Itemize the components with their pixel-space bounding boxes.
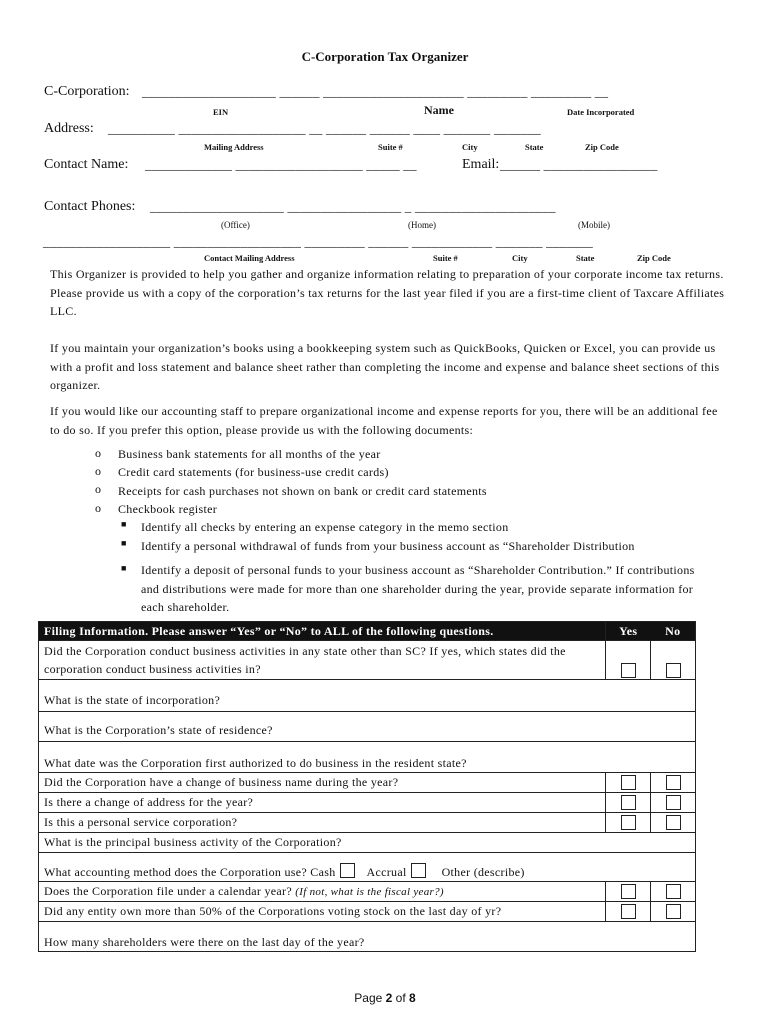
question-personal-service: Is this a personal service corporation? [39, 813, 606, 833]
contact-address-blank[interactable]: ___________________ ___________________ _________ ______ ____________ _______ _______ [43, 234, 593, 249]
email-label: Email: [462, 157, 500, 172]
home-caption: (Home) [408, 220, 436, 230]
corp-label: C-Corporation: [44, 84, 130, 99]
q7-no-checkbox[interactable] [666, 815, 681, 830]
email-blank[interactable]: ______ _________________ [500, 157, 658, 172]
q6-no-checkbox[interactable] [666, 795, 681, 810]
zip-caption: Zip Code [585, 142, 619, 152]
list-item: Identify a personal withdrawal of funds from your business account as “Shareholder Distribution [141, 539, 635, 553]
question-majority-owner: Did any entity own more than 50% of the Corporations voting stock on the last day of yr? [39, 902, 606, 922]
question-date-authorized[interactable]: What date was the Corporation first authorized to do business in the resident state? [39, 742, 696, 773]
list-item: Credit card statements (for business-use credit cards) [118, 465, 389, 479]
current-page: 2 [385, 991, 393, 1005]
state-caption: State [525, 142, 544, 152]
contact-name-blank[interactable]: _____________ ___________________ _____ __ [145, 157, 417, 172]
question-state-of-incorporation[interactable]: What is the state of incorporation? [39, 680, 696, 712]
contact-phones-blank[interactable]: ____________________ _________________ _ _____________________ [150, 199, 556, 214]
square-bullet-icon: ■ [121, 563, 127, 573]
no-column-header: No [651, 622, 696, 641]
list-item: Identify all checks by entering an expense category in the memo section [141, 520, 509, 534]
address-blank[interactable]: __________ ___________________ __ ______ ______ ____ _______ _______ [108, 121, 541, 136]
contact-zip-caption: Zip Code [637, 253, 671, 263]
footer-mid: of [392, 991, 410, 1005]
q6-yes-checkbox[interactable] [621, 795, 636, 810]
question-address-change: Is there a change of address for the year? [39, 793, 606, 813]
filing-information-table [38, 621, 696, 952]
date-caption: Date Incorporated [567, 107, 635, 117]
city-caption: City [462, 142, 478, 152]
question-other-states: Did the Corporation conduct business activities in any state other than SC? If yes, which states did the corporation conduct business activities in? [39, 641, 606, 680]
circle-bullet-icon: o [95, 501, 101, 515]
accrual-checkbox[interactable] [411, 863, 426, 878]
total-pages: 8 [409, 991, 416, 1005]
intro-paragraph-2: If you maintain your organization’s books using a bookkeeping system such as QuickBooks, Quicken or Excel, you can provide us with a profit and loss statement and balance sheet rather than completing the income and expense and balance sheet sections of this organizer. [50, 341, 720, 392]
q10-yes-checkbox[interactable] [621, 884, 636, 899]
yes-column-header: Yes [606, 622, 651, 641]
square-bullet-icon: ■ [121, 519, 127, 529]
circle-bullet-icon: o [95, 446, 101, 460]
address-label: Address: [44, 121, 94, 136]
filing-header: Filing Information. Please answer “Yes” or “No” to ALL of the following questions. [39, 622, 606, 641]
q11-yes-checkbox[interactable] [621, 904, 636, 919]
square-bullet-icon: ■ [121, 538, 127, 548]
list-item: Receipts for cash purchases not shown on bank or credit card statements [118, 484, 487, 498]
q11-no-checkbox[interactable] [666, 904, 681, 919]
question-calendar-year [39, 882, 606, 902]
contact-mailing-caption: Contact Mailing Address [204, 253, 295, 263]
footer-prefix: Page [354, 991, 386, 1005]
corp-blank[interactable]: ____________________ ______ _____________________ _________ _________ __ [142, 84, 609, 99]
list-item: Identify a deposit of personal funds to your business account as “Shareholder Contribution.” If contributions and distributions were made for more than one shareholder during the year, provide separate information for each shareholder. [141, 563, 695, 614]
name-caption: Name [424, 103, 454, 117]
contact-suite-caption: Suite # [433, 253, 458, 263]
question-name-change: Did the Corporation have a change of business name during the year? [39, 773, 606, 793]
contact-state-caption: State [576, 253, 595, 263]
question-state-of-residence[interactable]: What is the Corporation’s state of residence? [39, 712, 696, 742]
page-title: C-Corporation Tax Organizer [301, 49, 469, 64]
question-shareholder-count[interactable]: How many shareholders were there on the last day of the year? [39, 922, 696, 952]
fiscal-year-note: (If not, what is the fiscal year?) [295, 886, 444, 898]
q1-no-checkbox[interactable] [666, 663, 681, 678]
intro-paragraph-1: This Organizer is provided to help you gather and organize information relating to preparation of your corporate income tax returns. Please provide us with a copy of the corporation’s tax returns for the last year filed if you are a first-time client of Taxcare Affiliates LLC. [50, 267, 725, 318]
other-label: Other (describe) [441, 865, 525, 879]
q5-yes-checkbox[interactable] [621, 775, 636, 790]
ein-caption: EIN [213, 107, 229, 117]
q1-yes-checkbox[interactable] [621, 663, 636, 678]
office-caption: (Office) [221, 220, 250, 230]
list-item: Business bank statements for all months of the year [118, 447, 381, 461]
intro-paragraph-3: If you would like our accounting staff to prepare organizational income and expense reports for you, there will be an additional fee to do so. If you prefer this option, please provide us with the following documents: [50, 404, 718, 437]
question-principal-activity[interactable]: What is the principal business activity of the Corporation? [39, 833, 696, 853]
cash-checkbox[interactable] [340, 863, 355, 878]
q5-no-checkbox[interactable] [666, 775, 681, 790]
calendar-year-label: Does the Corporation file under a calendar year? [44, 884, 292, 898]
q10-no-checkbox[interactable] [666, 884, 681, 899]
circle-bullet-icon: o [95, 464, 101, 478]
q7-yes-checkbox[interactable] [621, 815, 636, 830]
page-footer [0, 991, 770, 1005]
contact-name-label: Contact Name: [44, 157, 129, 172]
accounting-method-label: What accounting method does the Corporation use? Cash [44, 865, 336, 879]
mailing-caption: Mailing Address [204, 142, 264, 152]
question-accounting-method [39, 853, 696, 882]
contact-phones-label: Contact Phones: [44, 199, 136, 214]
mobile-caption: (Mobile) [578, 220, 610, 230]
circle-bullet-icon: o [95, 482, 101, 496]
accrual-label: Accrual [366, 865, 407, 879]
list-item: Checkbook register [118, 502, 218, 516]
suite-caption: Suite # [378, 142, 403, 152]
contact-city-caption: City [512, 253, 528, 263]
